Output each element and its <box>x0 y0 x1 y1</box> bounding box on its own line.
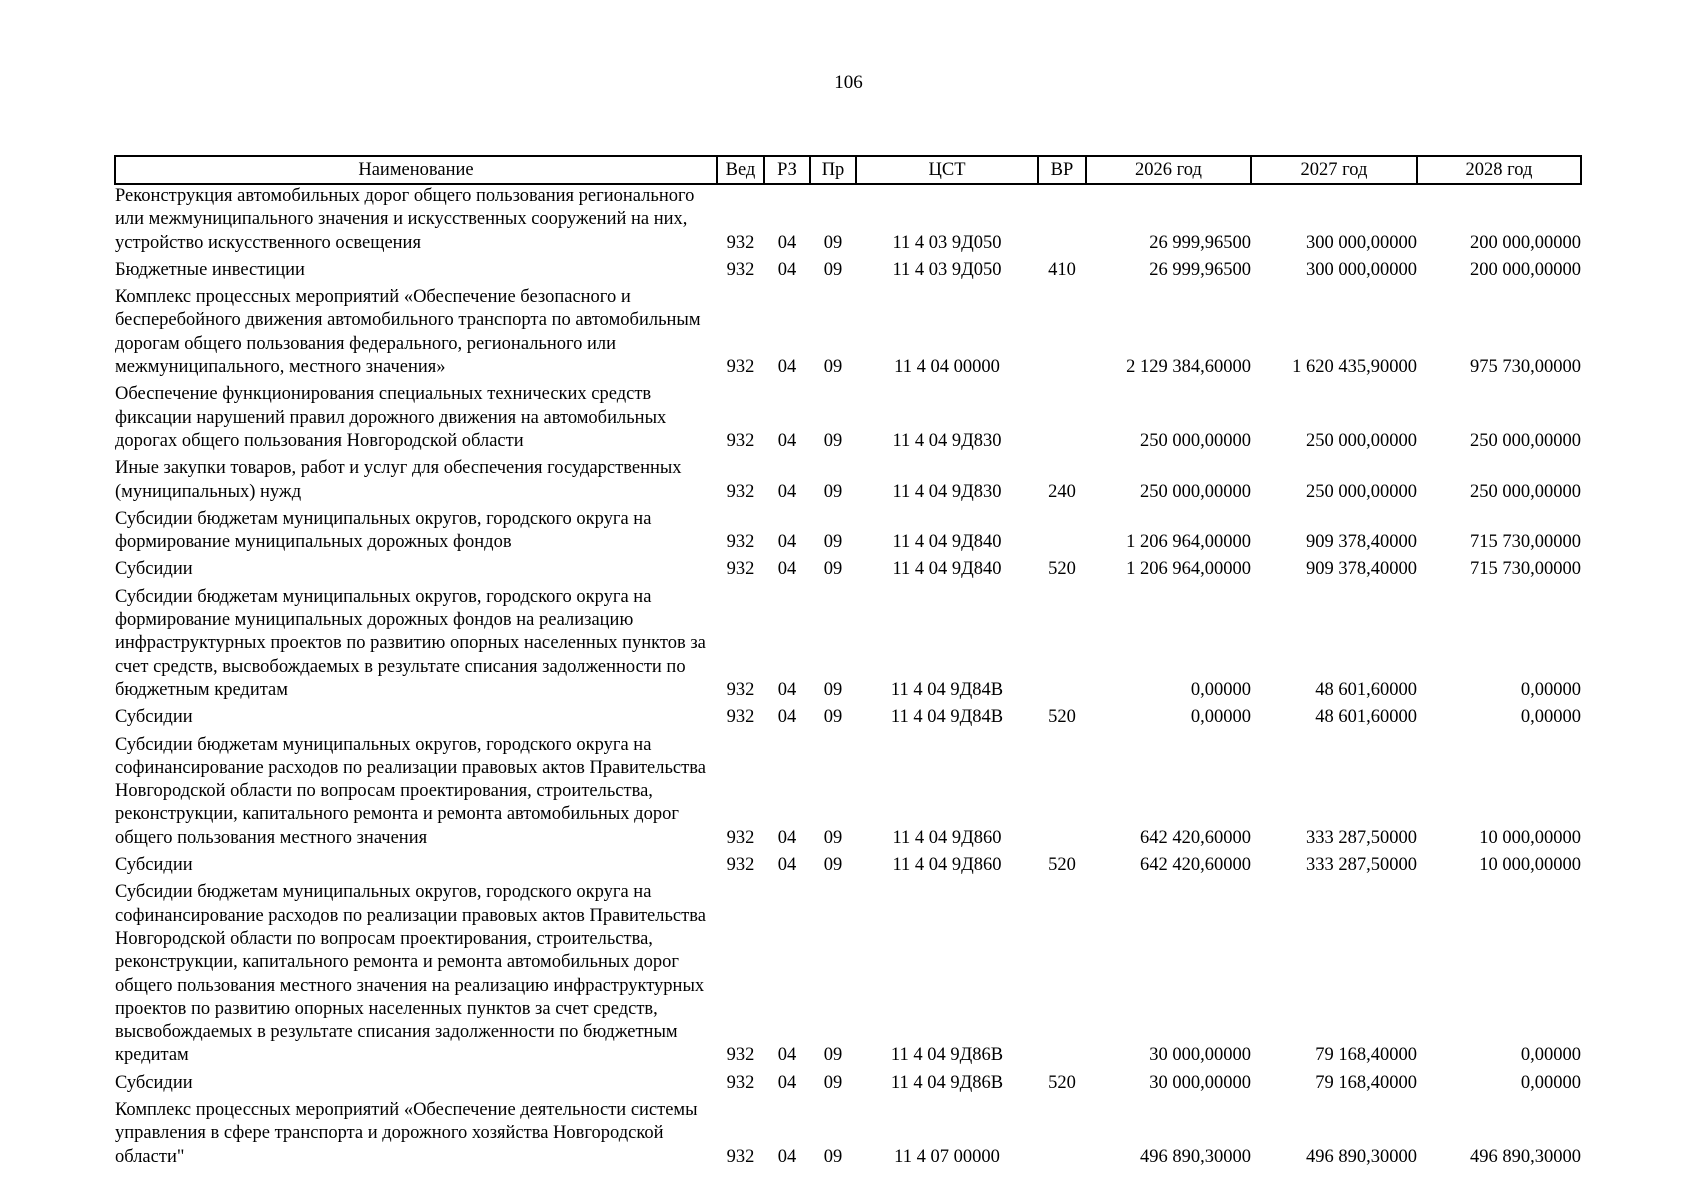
cell-rz: 04 <box>777 827 797 848</box>
header-2027: 2027 год <box>1251 156 1417 184</box>
table-row <box>115 558 1581 585</box>
cell-2026: 30 000,00000 <box>1149 1072 1251 1093</box>
header-ved: Вед <box>717 156 764 184</box>
cell-pr: 09 <box>823 707 843 728</box>
cell-rz: 04 <box>777 357 797 378</box>
cell-2028: 10 000,00000 <box>1479 855 1581 876</box>
cell-cst: 11 4 04 9Д860 <box>892 827 1002 848</box>
cell-cst: 11 4 04 9Д84В <box>890 679 1004 700</box>
cell-vr <box>1038 383 1086 457</box>
cell-rz: 04 <box>777 1045 797 1066</box>
cell-vr: 240 <box>1048 481 1076 502</box>
cell-ved: 932 <box>726 1072 755 1093</box>
cell-cst: 11 4 04 9Д86В <box>890 1045 1004 1066</box>
budget-table <box>114 155 1582 1173</box>
cell-2028: 0,00000 <box>1520 679 1581 700</box>
cell-2027: 300 000,00000 <box>1306 232 1417 253</box>
cell-2026: 1 206 964,00000 <box>1126 559 1251 580</box>
cell-2026: 30 000,00000 <box>1149 1045 1251 1066</box>
table-row <box>115 854 1581 881</box>
cell-vr <box>1038 1099 1086 1173</box>
cell-2027: 48 601,60000 <box>1315 679 1417 700</box>
cell-ved: 932 <box>726 1045 755 1066</box>
cell-2028: 0,00000 <box>1520 707 1581 728</box>
table-header <box>115 156 1581 184</box>
table-row <box>115 259 1581 286</box>
cell-pr: 09 <box>823 259 843 280</box>
cell-rz: 04 <box>777 232 797 253</box>
cell-2027: 79 168,40000 <box>1315 1072 1417 1093</box>
table-row <box>115 1099 1581 1173</box>
cell-name: Субсидии <box>115 707 193 728</box>
cell-pr: 09 <box>823 1045 843 1066</box>
header-name: Наименование <box>115 156 717 184</box>
cell-rz: 04 <box>777 430 797 451</box>
cell-2028: 0,00000 <box>1520 1072 1581 1093</box>
cell-2026: 1 206 964,00000 <box>1126 532 1251 553</box>
cell-rz: 04 <box>777 707 797 728</box>
header-2028: 2028 год <box>1417 156 1581 184</box>
cell-ved: 932 <box>726 259 755 280</box>
cell-cst: 11 4 04 9Д830 <box>892 430 1002 451</box>
cell-cst: 11 4 03 9Д050 <box>892 259 1002 280</box>
cell-pr: 09 <box>823 357 843 378</box>
table-row <box>115 383 1581 457</box>
cell-rz: 04 <box>777 1146 797 1167</box>
cell-cst: 11 4 04 9Д860 <box>892 855 1002 876</box>
cell-pr: 09 <box>823 1072 843 1093</box>
cell-name: Субсидии <box>115 559 193 580</box>
cell-name: Субсидии бюджетам муниципальных округов, городского округа на формирование муниципальных дорожных фондов на реализацию инфраструктурных проектов по развитию опорных населенных пунктов за счет средств, высвобождаемых в результате списания задолженности по бюджетным кредитам <box>115 586 706 700</box>
cell-rz: 04 <box>777 679 797 700</box>
header-pr: Пр <box>810 156 856 184</box>
cell-ved: 932 <box>726 481 755 502</box>
cell-name: Субсидии бюджетам муниципальных округов, городского округа на формирование муниципальных дорожных фондов <box>115 508 652 553</box>
cell-name: Иные закупки товаров, работ и услуг для обеспечения государственных (муниципальных) нужд <box>115 458 682 502</box>
cell-vr <box>1038 734 1086 854</box>
cell-vr <box>1038 286 1086 383</box>
cell-ved: 932 <box>726 827 755 848</box>
cell-vr: 520 <box>1048 707 1076 728</box>
cell-ved: 932 <box>726 679 755 700</box>
cell-rz: 04 <box>777 259 797 280</box>
cell-2026: 496 890,30000 <box>1140 1146 1251 1167</box>
cell-2027: 1 620 435,90000 <box>1292 357 1417 378</box>
cell-2028: 10 000,00000 <box>1479 827 1581 848</box>
table-row <box>115 706 1581 733</box>
cell-ved: 932 <box>726 855 755 876</box>
cell-2028: 975 730,00000 <box>1470 357 1581 378</box>
cell-rz: 04 <box>777 532 797 553</box>
cell-cst: 11 4 03 9Д050 <box>892 232 1002 253</box>
cell-ved: 932 <box>726 1146 755 1167</box>
cell-pr: 09 <box>823 559 843 580</box>
cell-2026: 250 000,00000 <box>1140 481 1251 502</box>
cell-ved: 932 <box>726 232 755 253</box>
header-2026: 2026 год <box>1086 156 1251 184</box>
cell-2026: 642 420,60000 <box>1140 827 1251 848</box>
table-row <box>115 286 1581 383</box>
cell-2026: 642 420,60000 <box>1140 855 1251 876</box>
cell-pr: 09 <box>823 1146 843 1167</box>
cell-name: Комплекс процессных мероприятий «Обеспечение безопасного и бесперебойного движения автомобильного транспорта по автомобильным дорогам общего пользования федерального, регионального или межмуниципального, местного значения» <box>115 287 701 378</box>
cell-2028: 715 730,00000 <box>1470 559 1581 580</box>
cell-2028: 200 000,00000 <box>1470 259 1581 280</box>
cell-name: Обеспечение функционирования специальных технических средств фиксации нарушений правил дорожного движения на автомобильных дорогах общего пользования Новгородской области <box>115 384 667 451</box>
header-vr: ВР <box>1038 156 1086 184</box>
cell-pr: 09 <box>823 827 843 848</box>
cell-vr: 520 <box>1048 559 1076 580</box>
cell-2027: 250 000,00000 <box>1306 430 1417 451</box>
cell-2027: 300 000,00000 <box>1306 259 1417 280</box>
cell-rz: 04 <box>777 559 797 580</box>
cell-name: Субсидии бюджетам муниципальных округов, городского округа на софинансирование расходов по реализации правовых актов Правительства Новгородской области по вопросам проектирования, строительства, реконструкции, капитального ремонта и ремонта автомобильных дорог общего пользования местного значения <box>115 734 706 848</box>
cell-2027: 909 378,40000 <box>1306 559 1417 580</box>
table-row <box>115 184 1581 259</box>
cell-pr: 09 <box>823 532 843 553</box>
cell-rz: 04 <box>777 855 797 876</box>
cell-2027: 250 000,00000 <box>1306 481 1417 502</box>
cell-ved: 932 <box>726 559 755 580</box>
cell-2026: 26 999,96500 <box>1149 259 1251 280</box>
cell-2027: 79 168,40000 <box>1315 1045 1417 1066</box>
cell-pr: 09 <box>823 430 843 451</box>
cell-vr <box>1038 508 1086 559</box>
cell-cst: 11 4 04 9Д830 <box>892 481 1002 502</box>
cell-2026: 250 000,00000 <box>1140 430 1251 451</box>
cell-2028: 250 000,00000 <box>1470 481 1581 502</box>
cell-2027: 909 378,40000 <box>1306 532 1417 553</box>
cell-cst: 11 4 04 00000 <box>894 357 1000 378</box>
cell-name: Субсидии <box>115 855 193 876</box>
cell-pr: 09 <box>823 679 843 700</box>
cell-vr: 520 <box>1048 1072 1076 1093</box>
cell-2028: 0,00000 <box>1520 1045 1581 1066</box>
cell-rz: 04 <box>777 481 797 502</box>
cell-2026: 0,00000 <box>1190 707 1251 728</box>
header-cst: ЦСТ <box>856 156 1038 184</box>
cell-2026: 2 129 384,60000 <box>1126 357 1251 378</box>
cell-2026: 26 999,96500 <box>1149 232 1251 253</box>
cell-name: Субсидии бюджетам муниципальных округов, городского округа на софинансирование расходов по реализации правовых актов Правительства Новгородской области по вопросам проектирования, строительства, реконструкции, капитального ремонта и ремонта автомобильных дорог общего пользования местного значения на реализацию инфраструктурных проектов по развитию опорных населенных пунктов за счет средств, высвобождаемых в результате списания задолженности по бюджетным кредитам <box>115 882 706 1066</box>
cell-vr <box>1038 586 1086 706</box>
cell-2028: 715 730,00000 <box>1470 532 1581 553</box>
cell-name: Субсидии <box>115 1072 193 1093</box>
table-body <box>115 184 1581 1173</box>
cell-ved: 932 <box>726 707 755 728</box>
cell-cst: 11 4 04 9Д840 <box>892 559 1002 580</box>
cell-cst: 11 4 04 9Д840 <box>892 532 1002 553</box>
cell-cst: 11 4 07 00000 <box>894 1146 1000 1167</box>
cell-2027: 333 287,50000 <box>1306 827 1417 848</box>
cell-rz: 04 <box>777 1072 797 1093</box>
cell-2027: 333 287,50000 <box>1306 855 1417 876</box>
cell-ved: 932 <box>726 430 755 451</box>
cell-pr: 09 <box>823 232 843 253</box>
cell-2028: 200 000,00000 <box>1470 232 1581 253</box>
table-row <box>115 734 1581 854</box>
page-number: 106 <box>834 72 863 93</box>
header-rz: РЗ <box>764 156 810 184</box>
table-row <box>115 881 1581 1071</box>
cell-name: Бюджетные инвестиции <box>115 259 305 280</box>
cell-cst: 11 4 04 9Д84В <box>890 707 1004 728</box>
cell-ved: 932 <box>726 357 755 378</box>
cell-vr: 520 <box>1048 855 1076 876</box>
cell-2027: 48 601,60000 <box>1315 707 1417 728</box>
table-row <box>115 457 1581 508</box>
cell-vr <box>1038 881 1086 1071</box>
cell-name: Реконструкция автомобильных дорог общего пользования регионального или межмуниципального значения и искусственных сооружений на них, устройство искусственного освещения <box>115 186 695 253</box>
table-row <box>115 508 1581 559</box>
table-row <box>115 1072 1581 1099</box>
cell-name: Комплекс процессных мероприятий «Обеспечение деятельности системы управления в сфере транспорта и дорожного хозяйства Новгородской области" <box>115 1099 698 1167</box>
cell-ved: 932 <box>726 532 755 553</box>
table-row <box>115 586 1581 706</box>
cell-vr: 410 <box>1048 259 1076 280</box>
cell-pr: 09 <box>823 481 843 502</box>
cell-2028: 250 000,00000 <box>1470 430 1581 451</box>
cell-2026: 0,00000 <box>1190 679 1251 700</box>
cell-2027: 496 890,30000 <box>1306 1146 1417 1167</box>
cell-vr <box>1038 184 1086 259</box>
cell-cst: 11 4 04 9Д86В <box>890 1072 1004 1093</box>
cell-2028: 496 890,30000 <box>1470 1146 1581 1167</box>
cell-pr: 09 <box>823 855 843 876</box>
